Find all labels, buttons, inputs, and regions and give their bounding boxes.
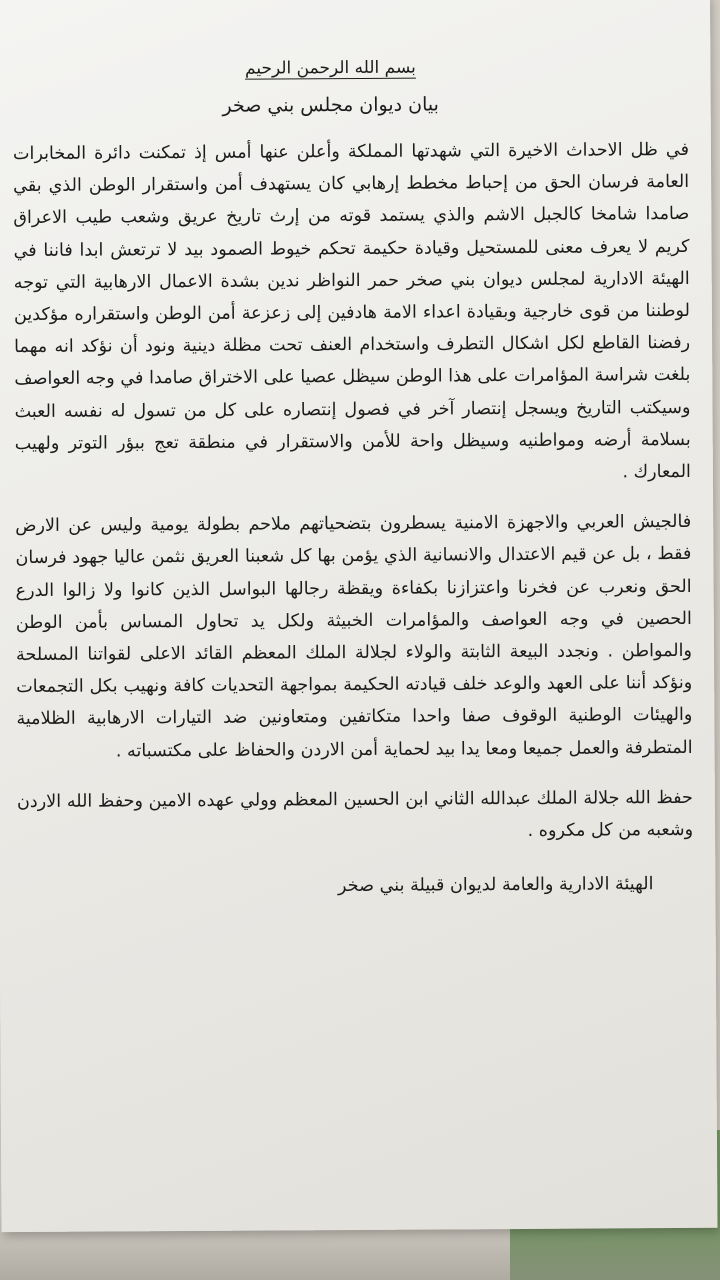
basmala-heading: بسم الله الرحمن الرحيم [244, 57, 416, 79]
closing-prayer: حفظ الله جلالة الملك عبدالله الثاني ابن الحسين المعظم وولي عهده الامين وحفظ الله الاردن وشعبه من كل مكروه . [16, 787, 694, 842]
statement-document [12, 56, 693, 904]
statement-paragraph-2: فالجيش العربي والاجهزة الامنية يسطرون بتضحياتهم ملاحم بطولة يومية وليس عن الارض فقط ، بل عن قيم الاعتدال والانسانية الذي يؤمن بها كل شعبنا العريق نثمن عاليا جهود فرسان الحق ونعرب عن فخرنا واعتزازنا بكفاءة ويقظة رجالها البواسل الذين كانوا ولا زالوا الدرع الحصين في وجه العواصف والمؤامرات الخبيثة ولكل يد تحاول المساس بأمن الوطن والمواطن . ونجدد البيعة الثابتة والولاء لجلالة الملك المعظم القائد الاعلى لقواتنا المسلحة ونؤكد أننا على العهد والوعد خلف قيادته الحكيمة بمواجهة التحديات كافة ونهيب بكل التجمعات والهيئات الوطنية الوقوف صفا واحدا متكاتفين ومتعاونين ضد التيارات الارهابية الظلامية المتطرفة والعمل جميعا ومعا يدا بيد لحماية أمن الاردن والحفاظ على مكتسباته . [15, 512, 693, 762]
statement-paragraph-1: في ظل الاحداث الاخيرة التي شهدتها المملكة وأعلن عنها أمس إذ تمكنت دائرة المخابرات العامة فرسان الحق من إحباط مخطط إرهابي كان يستهدف أمن واستقرار الوطن الذي بقي صامدا شامخا كالجبل الاشم والذي يستمد قوته من إرث تاريخ عريق وشعب طيب الاعراق كريم لا يعرف معنى للمستحيل وقيادة حكيمة تحكم خيوط الصمود بيد لا ترتعش ابدا فاننا في الهيئة الادارية لمجلس ديوان بني صخر حمر النواظر ندين بشدة الاعمال الارهابية التي توجه لوطننا من قوى خارجية وبقيادة اعداء الامة هادفين إلى زعزعة أمن الوطن واستقراره مؤكدين رفضنا القاطع لكل اشكال التطرف واستخدام العنف تحت مظلة دينية ونود أن نؤكد انه مهما بلغت شراسة المؤامرات على هذا الوطن سيظل عصيا على الاختراق صامدا في وجه العواصف وسيكتب التاريخ ويسجل إنتصار آخر في فصول إنتصاره على كل من تسول له نفسه العبث بسلامة أرضه ومواطنيه وسيظل واحة للأمن والاستقرار في منطقة تعج ببؤر التوتر ولهيب المعارك . [12, 139, 691, 483]
signature-line: الهيئة الادارية والعامة لديوان قبيلة بني صخر [337, 874, 654, 897]
statement-title: بيان ديوان مجلس بني صخر [222, 93, 439, 117]
